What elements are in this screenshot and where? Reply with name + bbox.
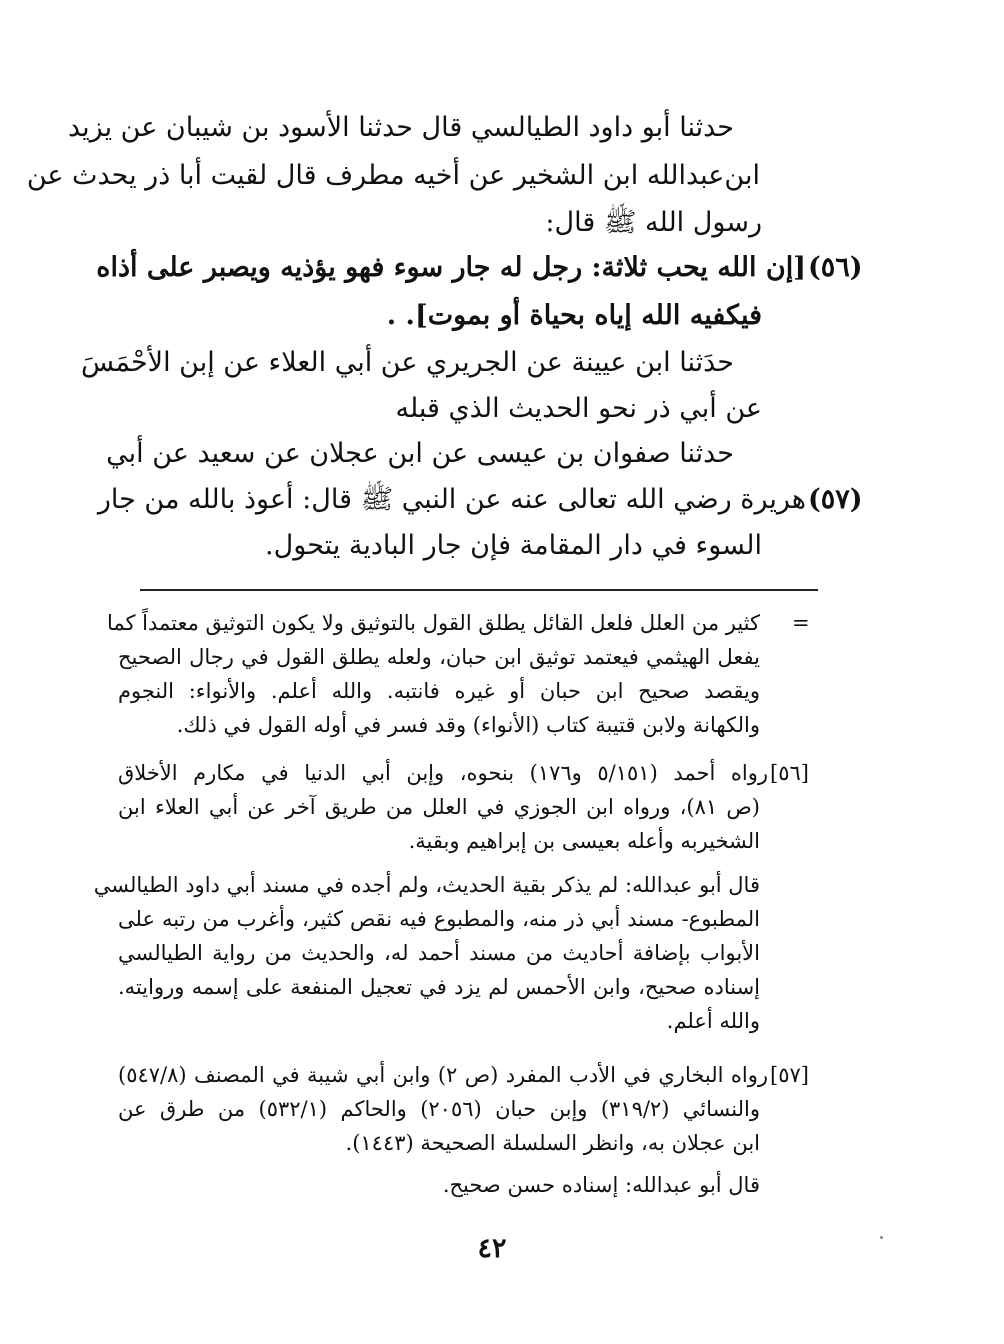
main-line-hadith-57: هريرة رضي الله تعالى عنه عن النبي ﷺ قال: أعوذ بالله من جار bbox=[97, 484, 806, 515]
main-line-hadith-56: [إن الله يحب ثلاثة: رجل له جار سوء فهو يؤذيه ويصبر على أذاه bbox=[96, 252, 806, 283]
footnote-label-57: [٥٧] bbox=[770, 1063, 809, 1087]
main-line: السوء في دار المقامة فإن جار البادية يتحول. bbox=[265, 530, 762, 561]
footnote-line: المطبوع- مسند أبي ذر منه، والمطبوع فيه نقص كثير، وأغرب من رتبه على bbox=[118, 907, 760, 931]
main-line: رسول الله ﷺ قال: bbox=[545, 207, 762, 238]
footnote-line: الشخيربه وأعله بعيسى بن إبراهيم وبقية. bbox=[408, 829, 760, 853]
footnote-line: ويقصد صحيح ابن حبان أو غيره فانتبه. والله أعلم. والأنواء: النجوم bbox=[118, 679, 760, 703]
footnote-line: والكهانة ولابن قتيبة كتاب (الأنواء) وقد فسر في أوله القول في ذلك. bbox=[176, 713, 760, 737]
main-line: حدَثنا ابن عيينة عن الجريري عن أبي العلاء عن إبن الأحْمَسَ bbox=[80, 347, 734, 378]
footnote-line: رواه أحمد (٥/١٥١ و١٧٦) بنحوه، وإبن أبي الدنيا في مكارم الأخلاق bbox=[118, 761, 768, 785]
scan-speck bbox=[880, 1236, 883, 1239]
footnote-line: ابن عجلان به، وانظر السلسلة الصحيحة (١٤٤٣). bbox=[345, 1131, 760, 1155]
footnote-line: والنسائي (٣١٩/٢) وإبن حبان (٢٠٥٦) والحاكم (٥٣٢/١) من طرق عن bbox=[118, 1097, 760, 1121]
footnote-line: (ص ٨١)، ورواه ابن الجوزي في العلل من طريق آخر عن أبي العلاء ابن bbox=[118, 795, 760, 819]
main-line: حدثنا أبو داود الطيالسي قال حدثنا الأسود بن شيبان عن يزيد bbox=[68, 112, 734, 143]
main-line: ابن‌عبدالله ابن الشخير عن أخيه مطرف قال لقيت أبا ذر يحدث عن bbox=[26, 160, 760, 191]
footnote-line: إسناده صحيح، وابن الأحمس لم يزد في تعجيل المنفعة على إسمه وروايته. bbox=[118, 975, 760, 999]
hadith-number-57: (٥٧) bbox=[808, 484, 863, 515]
footnote-line: كثير من العلل فلعل القائل يطلق القول بالتوثيق ولا يكون التوثيق معتمداً كما bbox=[106, 611, 760, 635]
footnote-line: الأبواب بإضافة أحاديث من مسند أحمد له، والحديث من رواية الطيالسي bbox=[118, 941, 760, 965]
footnote-line: يفعل الهيثمي فيعتمد توثيق ابن حبان، ولعله يطلق القول في رجال الصحيح bbox=[118, 645, 760, 669]
page-number: ٤٢ bbox=[477, 1233, 507, 1264]
main-line: حدثنا صفوان بن عيسى عن ابن عجلان عن سعيد عن أبي bbox=[106, 438, 734, 469]
hadith-number-56: (٥٦) bbox=[808, 252, 863, 283]
footnote-line: والله أعلم. bbox=[666, 1009, 760, 1033]
continuation-marker: = bbox=[792, 611, 810, 635]
main-line-hadith-56: فيكفيه الله إياه بحياة أو بموت]. . bbox=[386, 300, 762, 331]
main-line: عن أبي ذر نحو الحديث الذي قبله bbox=[395, 393, 762, 424]
footnote-label-56: [٥٦] bbox=[770, 761, 809, 785]
footnote-line: قال أبو عبدالله: لم يذكر بقية الحديث، ولم أجده في مسند أبي داود الطيالسي bbox=[93, 873, 760, 897]
footnote-line: قال أبو عبدالله: إسناده حسن صحيح. bbox=[442, 1173, 760, 1197]
footnote-separator bbox=[140, 589, 818, 591]
footnote-line: رواه البخاري في الأدب المفرد (ص ٢) وابن أبي شيبة في المصنف (٥٤٧/٨) bbox=[118, 1063, 769, 1087]
